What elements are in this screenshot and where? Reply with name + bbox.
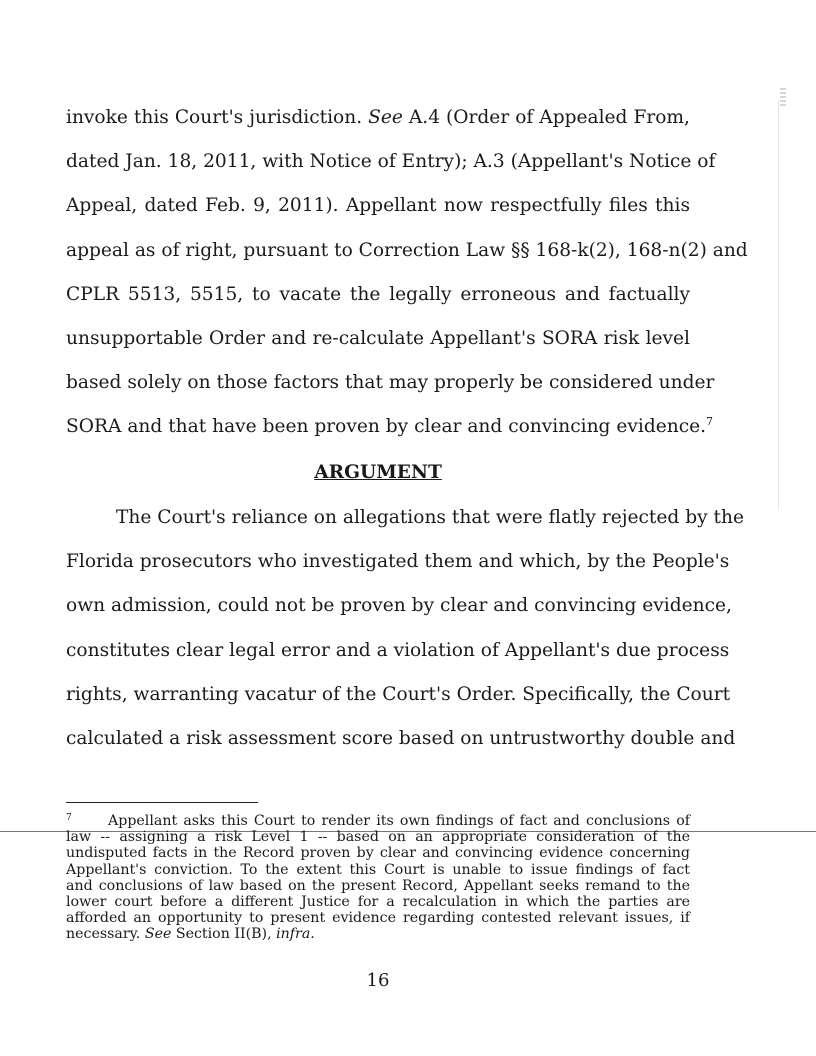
footnote-marker: 7 <box>66 813 72 823</box>
scan-artifact <box>780 88 786 106</box>
text-line: calculated a risk assessment score based on untrustworthy double and <box>66 727 736 749</box>
footnote-separator <box>66 802 258 803</box>
footnote-reference: 7 <box>706 415 714 429</box>
scan-edge-line <box>778 100 779 510</box>
text-line: SORA and that have been proven by clear and convincing evidence.$^7$ <box>66 415 714 438</box>
text-line: dated Jan. 18, 2011, with Notice of Entry); A.3 (Appellant's Notice of <box>66 151 716 173</box>
footnote <box>66 810 690 943</box>
footnote-line: undisputed facts in the Record proven by clear and convincing evidence concerning <box>66 845 690 862</box>
text-line: Florida prosecutors who investigated them and which, by the People's <box>66 551 730 573</box>
footnote-line: necessary. See Section II(B), infra. <box>66 926 315 943</box>
text-line: invoke this Court's jurisdiction. See A.4 (Order of Appealed From, <box>66 107 690 128</box>
footnote-line: lower court before a different Justice for a recalculation in which the parties are <box>66 894 690 911</box>
footnote-line: afforded an opportunity to present evidence regarding contested relevant issues, if <box>66 910 690 927</box>
footnote-line: and conclusions of law based on the present Record, Appellant seeks remand to the <box>66 877 690 894</box>
text-line: Appeal, dated Feb. 9, 2011). Appellant now respectfully files this <box>66 195 690 217</box>
text-line: own admission, could not be proven by clear and convincing evidence, <box>66 595 732 617</box>
text-line: rights, warranting vacatur of the Court's Order. Specifically, the Court <box>66 683 731 705</box>
page-number: 16 <box>366 970 390 991</box>
text-line: constitutes clear legal error and a violation of Appellant's due process <box>66 639 730 661</box>
text-line: appeal as of right, pursuant to Correction Law §§ 168-k(2), 168-n(2) and <box>66 239 748 261</box>
text-line: unsupportable Order and re-calculate Appellant's SORA risk level <box>66 327 690 349</box>
section-heading: ARGUMENT <box>314 462 442 483</box>
argument-paragraph <box>66 496 744 761</box>
footnote-line: 7 Appellant asks this Court to render its own findings of fact and conclusions of <box>66 810 690 829</box>
paragraph-continuation <box>66 96 748 450</box>
text-line: based solely on those factors that may properly be considered under <box>66 372 715 394</box>
footnote-line: law -- assigning a risk Level 1 -- based on an appropriate consideration of the <box>66 829 690 846</box>
footnote-line: Appellant's conviction. To the extent this Court is unable to issue findings of fact <box>66 861 690 878</box>
text-line: CPLR 5513, 5515, to vacate the legally erroneous and factually <box>66 283 690 305</box>
text-line: The Court's reliance on allegations that were flatly rejected by the <box>116 507 744 528</box>
